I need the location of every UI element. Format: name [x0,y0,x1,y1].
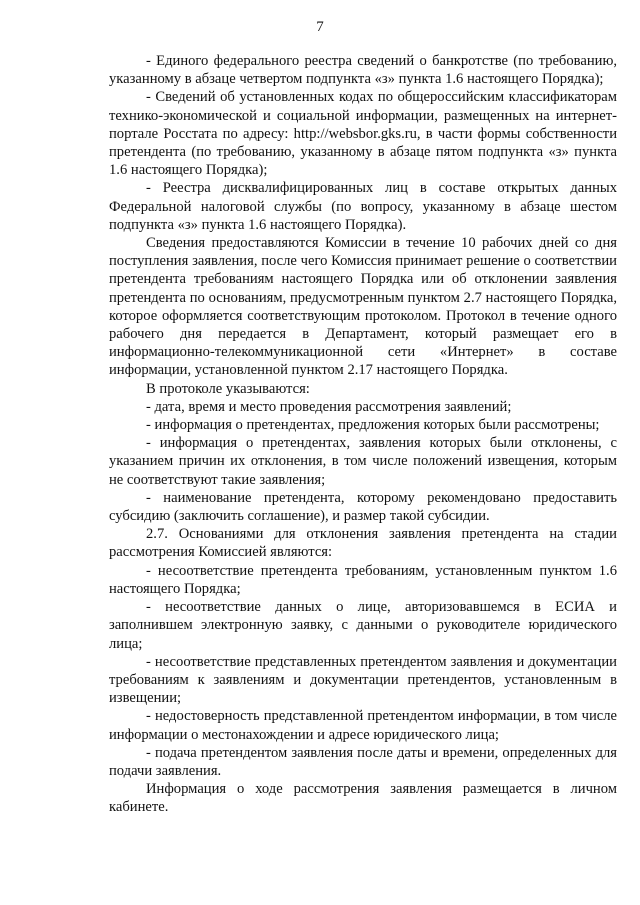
paragraph-reason-unreliable-info: - недостоверность представленной претендентом информации, в том числе информации о местонахождении и адресе юридического лица; [109,708,617,743]
paragraph-protocol-considered: - информация о претендентах, предложения которых были рассмотрены; [146,417,600,434]
paragraph-protocol-intro: В протоколе указываются: [146,380,310,397]
paragraph-disqualified-registry: - Реестра дисквалифицированных лиц в составе открытых данных Федеральной налоговой службы (по вопросу, указанному в абзаце шестом подпункта «з» пункта 1.6 настоящего Порядка). [109,180,617,233]
paragraph-personal-cabinet: Информация о ходе рассмотрения заявления размещается в личном кабинете. [109,781,617,816]
paragraph-protocol-recommended: - наименование претендента, которому рекомендовано предоставить субсидию (заключить соглашение), и размер такой субсидии. [109,489,617,525]
paragraph-reason-late-submission: - подача претендентом заявления после даты и времени, определенных для подачи заявления. [109,744,617,779]
paragraph-protocol-rejected: - информация о претендентах, заявления которых были отклонены, с указанием причин их отклонения, в том числе положений извещения, которым не соответствуют такие заявления; [109,435,617,488]
paragraph-section-2-7: 2.7. Основаниями для отклонения заявления претендента на стадии рассмотрения Комиссией являются: [109,526,617,561]
document-body [109,52,617,817]
paragraph-reason-requirements: - несоответствие претендента требованиям, установленным пунктом 1.6 настоящего Порядка; [109,562,617,597]
paragraph-reason-esia: - несоответствие данных о лице, авторизовавшемся в ЕСИА и заполнившем электронную заявку, с данными о руководителе юридического лица; [109,599,617,652]
paragraph-protocol-date: - дата, время и место проведения рассмотрения заявлений; [146,398,512,415]
paragraph-rosstat-codes: - Сведений об установленных кодах по общероссийским классификаторам технико-экономической и социальной информации, размещенных на интернет-портале Росстата по адресу: http://websbor.gks.ru, в части формы собственности претендента (по требованию, указанному в абзаце пятом подпункта «з» пункта 1.6 настоящего Порядка); [109,89,617,179]
paragraph-reason-documentation: - несоответствие представленных претендентом заявления и документации требованиям к заявлениям и документации претендентов, установленным в извещении; [109,653,617,707]
paragraph-bankruptcy-registry: - Единого федерального реестра сведений о банкротстве (по требованию, указанному в абзаце четвертом подпункта «з» пункта 1.6 настоящего Порядка); [109,53,617,88]
page-number: 7 [316,19,324,35]
paragraph-commission-decision: Сведения предоставляются Комиссии в течение 10 рабочих дней со дня поступления заявления, после чего Комиссия принимает решение о соответствии претендента требованиям настоящего Порядка или об отклонении заявления претендента по основаниям, предусмотренным пунктом 2.7 настоящего Порядка, которое оформляется соответствующим протоколом. Протокол в течение одного рабочего дня передается в Департамент, который размещает его в информационно-телекоммуникационной сети «Интернет» в составе информации, установленной пунктом 2.17 настоящего Порядка. [109,235,617,379]
